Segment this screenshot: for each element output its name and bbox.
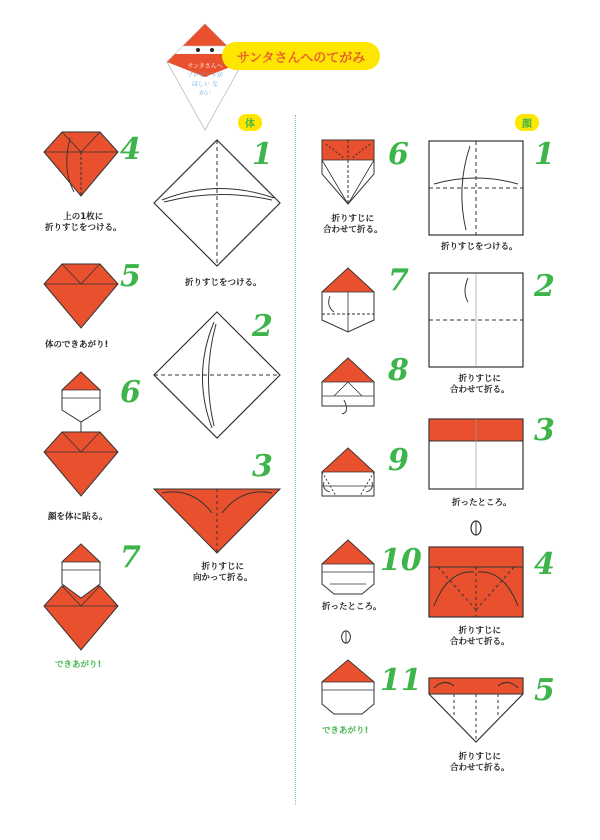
body-step6-diagram	[42, 370, 120, 500]
face-step4-diagram	[428, 546, 524, 618]
face-step2-diagram	[428, 272, 524, 368]
face-step10-diagram	[320, 538, 376, 598]
face-step3-caption: 折ったところ。	[452, 498, 512, 508]
card-line: サンタさんへ	[187, 63, 223, 70]
card-line: ほしい な	[192, 81, 218, 88]
body-step5-diagram	[42, 262, 120, 332]
body-step2-number: 2	[252, 309, 273, 344]
face-step11-caption: できあがり!	[322, 726, 369, 736]
body-step4-caption: 上の1枚に 折りすじをつける。	[45, 212, 122, 234]
face-step10-number: 10	[380, 543, 422, 578]
face-step6-caption: 折りすじに 合わせて折る。	[323, 214, 383, 236]
face-step9-diagram	[320, 446, 376, 506]
body-step7-caption: できあがり!	[55, 660, 102, 670]
page-title: サンタさんへのてがみ	[222, 42, 380, 70]
body-step7-number: 7	[120, 540, 141, 575]
body-step6-number: 6	[120, 375, 141, 410]
body-step4-diagram	[42, 130, 120, 200]
body-step1-caption: 折りすじをつける。	[185, 278, 262, 288]
face-step7-number: 7	[388, 263, 409, 298]
face-step6-diagram	[320, 138, 376, 206]
face-step1-number: 1	[534, 137, 555, 172]
body-step1-number: 1	[252, 137, 273, 172]
card-text	[182, 62, 228, 98]
body-step3-caption: 折りすじに 向かって折る。	[193, 562, 253, 584]
face-step4-number: 4	[534, 547, 555, 582]
flip-over-icon	[339, 628, 353, 646]
face-step10-caption: 折ったところ。	[322, 602, 382, 612]
face-step11-number: 11	[380, 663, 422, 698]
face-step2-caption: 折りすじに 合わせて折る。	[450, 374, 510, 396]
face-step3-diagram	[428, 418, 524, 490]
face-step5-caption: 折りすじに 合わせて折る。	[450, 752, 510, 774]
card-line: かい	[198, 90, 211, 97]
face-step6-number: 6	[388, 137, 409, 172]
face-section-tag: 顔	[515, 114, 539, 131]
flip-over-icon	[468, 518, 484, 538]
face-step8-number: 8	[388, 353, 409, 388]
face-step9-number: 9	[388, 443, 409, 478]
body-step7-diagram	[42, 540, 120, 652]
face-step5-diagram	[428, 676, 524, 746]
body-step3-diagram	[152, 487, 282, 559]
face-step4-caption: 折りすじに 合わせて折る。	[450, 626, 510, 648]
body-step6-caption: 顔を体に貼る。	[48, 512, 108, 522]
card-line: プレゼントが	[187, 72, 223, 79]
body-step5-number: 5	[120, 259, 141, 294]
face-step7-diagram	[320, 266, 376, 334]
face-step8-diagram	[320, 356, 376, 416]
body-section-tag: 体	[238, 114, 262, 131]
body-step4-number: 4	[120, 132, 141, 167]
face-step11-diagram	[320, 658, 376, 718]
face-step1-diagram	[428, 140, 524, 236]
body-step3-number: 3	[252, 449, 273, 484]
face-step1-caption: 折りすじをつける。	[441, 242, 518, 252]
body-step5-caption: 体のできあがり!	[45, 340, 109, 350]
face-step3-number: 3	[534, 413, 555, 448]
column-divider	[295, 115, 296, 805]
face-step5-number: 5	[534, 673, 555, 708]
face-step2-number: 2	[534, 269, 555, 304]
